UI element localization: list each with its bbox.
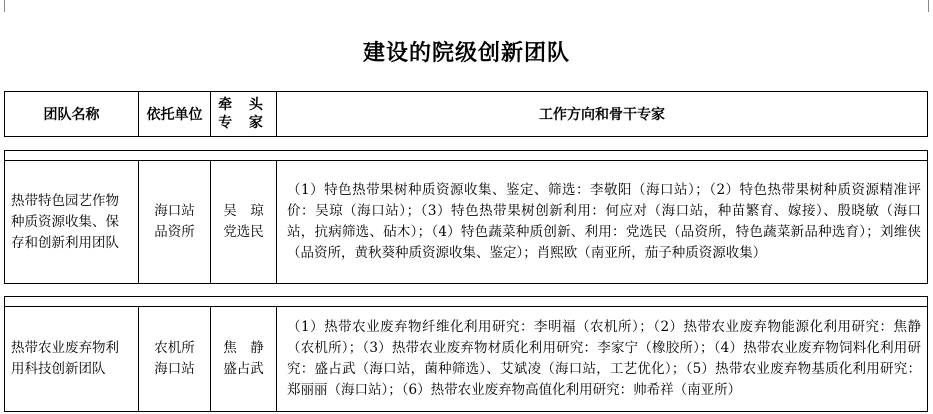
row-lead-line1: 吴 琼 (223, 203, 264, 219)
row-lead-line2: 党选民 (223, 224, 264, 240)
table-row (4, 150, 928, 284)
row-lead-line2: 盛占武 (223, 361, 264, 377)
header-unit: 依托单位 (139, 92, 211, 137)
row-unit-line1: 农机所 (154, 340, 195, 356)
row-team-name: 热带农业废弃物利用科技创新团队 (5, 307, 139, 412)
table-row (4, 296, 928, 412)
row-unit-line1: 海口站 (154, 203, 195, 219)
row-work: （1）特色热带果树种质资源收集、鉴定、筛选：李敬阳（海口站）；（2）特色热带果树种质资源精准评价：吴琼（海口站）；（3）特色热带果树创新利用：何应对（海口站，种苗繁育、嫁接）、殷晓敏（海口站，抗病筛选、砧木）；（4）特色蔬菜种质创新、利用：党选民（品资所，特色蔬菜新品种选育）；刘维侠（品资所，黄秋葵种质资源收集、鉴定）；肖熙欧（南亚所，茄子种质资源收集） (277, 161, 928, 284)
row-unit (139, 161, 211, 284)
row-work: （1）热带农业废弃物纤维化利用研究：李明福（农机所）；（2）热带农业废弃物能源化利用研究：焦静（农机所）；（3）热带农业废弃物材质化利用研究：李家宁（橡胶所）；（4）热带农业废弃物饲料化利用研究：盛占武（海口站，菌种筛选）、艾斌凌（海口站，工艺优化）；（5）热带农业废弃物基质化利用研究：郑丽丽（海口站）；（6）热带农业废弃物高值化利用研究：帅希祥（南亚所） (277, 307, 928, 412)
page-title: 建设的院级创新团队 (362, 40, 570, 66)
header-work: 工作方向和骨干专家 (277, 92, 928, 137)
row-lead-experts (211, 307, 277, 412)
row-team-name: 热带特色园艺作物种质资源收集、保存和创新利用团队 (5, 161, 139, 284)
row-lead-line1: 焦 静 (223, 340, 264, 356)
page-corner-mark-left (4, 0, 5, 12)
row-unit (139, 307, 211, 412)
header-lead-line1: 牵 头 (218, 97, 269, 113)
row-unit-line2: 海口站 (154, 361, 195, 377)
table-header (4, 91, 928, 137)
row-lead-experts (211, 161, 277, 284)
row-unit-line2: 品资所 (154, 224, 195, 240)
header-team-name: 团队名称 (5, 92, 139, 137)
page-corner-mark-right (928, 0, 929, 12)
header-lead-expert (211, 92, 277, 137)
header-lead-line2: 专 家 (218, 115, 269, 131)
